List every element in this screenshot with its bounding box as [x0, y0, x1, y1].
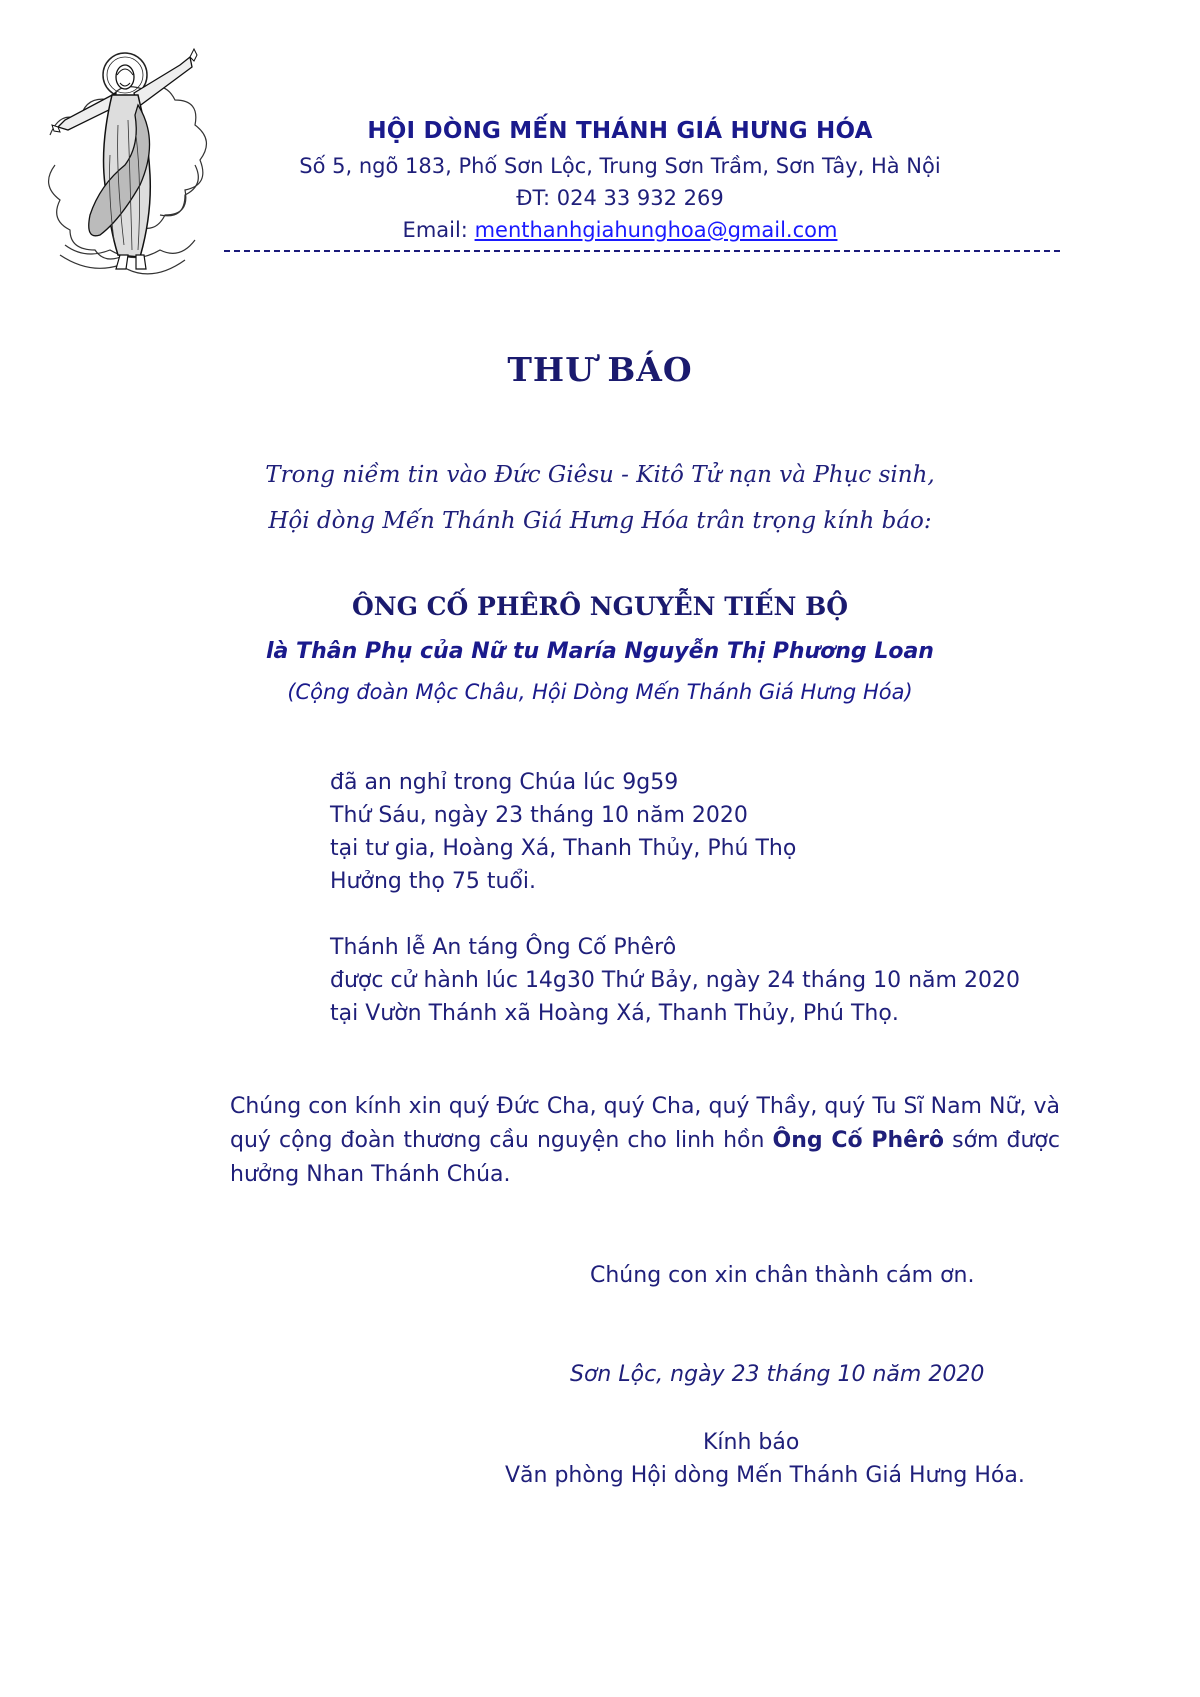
request-bold-name: Ông Cố Phêrô	[772, 1128, 945, 1153]
letterhead	[230, 118, 1010, 250]
details-line-1: đã an nghỉ trong Chúa lúc 9g59	[330, 770, 679, 795]
organization-address: Số 5, ngõ 183, Phố Sơn Lộc, Trung Sơn Trầm, Sơn Tây, Hà Nội	[299, 154, 941, 178]
signature-line-1: Kính báo	[703, 1430, 800, 1455]
intro-text	[0, 452, 1200, 544]
email-link[interactable]: menthanhgiahunghoa@gmail.com	[474, 218, 838, 242]
signature-line-2: Văn phòng Hội dòng Mến Thánh Giá Hưng Hóa.	[505, 1463, 1025, 1488]
details-line-4: Hưởng thọ 75 tuổi.	[330, 869, 536, 894]
prayer-request	[230, 1090, 1060, 1192]
thanks-line: Chúng con xin chân thành cám ơn.	[590, 1263, 975, 1288]
details-line-7: tại Vườn Thánh xã Hoàng Xá, Thanh Thủy, Phú Thọ.	[330, 1001, 899, 1026]
details-line-3: tại tư gia, Hoàng Xá, Thanh Thủy, Phú Thọ	[330, 836, 797, 861]
request-text-2: sớm được hưởng Nhan Thánh Chúa.	[230, 1128, 1060, 1187]
details-line-5: Thánh lễ An táng Ông Cố Phêrô	[330, 935, 677, 960]
request-text-1: Chúng con kính xin quý Đức Cha, quý Cha, quý Thầy, quý Tu Sĩ Nam Nữ, và quý cộng đoàn thương cầu nguyện cho linh hồn	[230, 1094, 1060, 1153]
date-line: Sơn Lộc, ngày 23 tháng 10 năm 2020	[570, 1362, 985, 1387]
details-spacer	[330, 898, 1020, 931]
deceased-block	[0, 592, 1200, 704]
organization-email-line	[230, 218, 1010, 242]
page-title: THƯ BÁO	[507, 350, 693, 389]
details-line-2: Thứ Sáu, ngày 23 tháng 10 năm 2020	[330, 803, 748, 828]
email-label: Email:	[402, 218, 475, 242]
intro-line-2: Hội dòng Mến Thánh Giá Hưng Hóa trân trọng kính báo:	[268, 508, 932, 534]
funeral-details	[330, 766, 1020, 1030]
risen-christ-icon	[40, 45, 215, 285]
details-line-6: được cử hành lúc 14g30 Thứ Bảy, ngày 24 tháng 10 năm 2020	[330, 968, 1020, 993]
deceased-relation: là Thân Phụ của Nữ tu María Nguyễn Thị Phương Loan	[266, 639, 934, 664]
organization-phone: ĐT: 024 33 932 269	[516, 186, 724, 210]
deceased-name: ÔNG CỐ PHÊRÔ NGUYỄN TIẾN BỘ	[351, 592, 849, 621]
deceased-community: (Cộng đoàn Mộc Châu, Hội Dòng Mến Thánh Giá Hưng Hóa)	[287, 680, 913, 704]
intro-line-1: Trong niềm tin vào Đức Giêsu - Kitô Tử nạn và Phục sinh,	[265, 462, 935, 488]
organization-name: HỘI DÒNG MẾN THÁNH GIÁ HƯNG HÓA	[367, 118, 873, 144]
header-divider	[224, 250, 1060, 252]
